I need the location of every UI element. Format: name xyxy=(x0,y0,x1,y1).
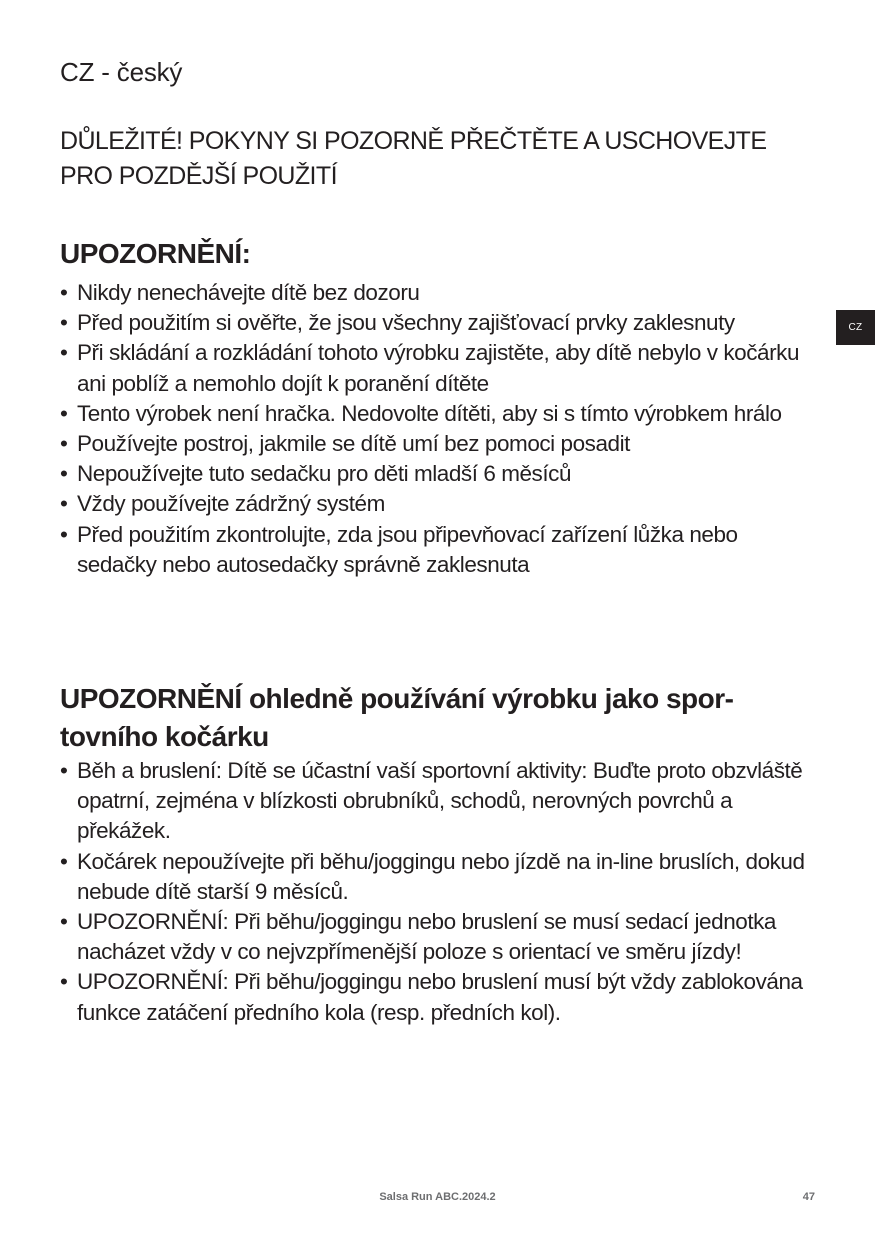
sport-warning-item: • UPOZORNĚNÍ: Při běhu/joggingu nebo bruslení se musí sedací jednotka nacházet vždy v co nejvzpřímenější poloze s orientací ve směru jízdy! xyxy=(60,907,822,967)
warning-item: • Tento výrobek není hračka. Nedovolte dítěti, aby si s tímto výrobkem hrálo xyxy=(60,399,822,429)
warning-item: • Používejte postroj, jakmile se dítě umí bez pomoci posadit xyxy=(60,429,822,459)
footer-document-id: Salsa Run ABC.2024.2 xyxy=(379,1191,496,1203)
sport-warning-item: • UPOZORNĚNÍ: Při běhu/joggingu nebo bruslení musí být vždy zablokována funkce zatáčení předního kola (resp. předních kol). xyxy=(60,967,822,1027)
sport-warnings-section xyxy=(60,680,822,1028)
sport-warning-item: • Běh a bruslení: Dítě se účastní vaší sportovní aktivity: Buďte proto obzvláště opatrní, zejména v blízkosti obrubníků, schodů, nerovných povrchů a překážek. xyxy=(60,756,822,847)
footer-page-number: 47 xyxy=(802,1191,815,1203)
sport-warnings-list xyxy=(60,756,822,1028)
warning-item: • Vždy používejte zádržný systém xyxy=(60,489,822,519)
warning-item: • Před použitím zkontrolujte, zda jsou připevňovací zařízení lůžka nebo sedačky nebo autosedačky správně zaklesnuta xyxy=(60,520,822,580)
warning-item: • Při skládání a rozkládání tohoto výrobku zajistěte, aby dítě nebylo v kočárku ani poblíž a nemohlo dojít k poranění dítěte xyxy=(60,338,822,398)
sport-warnings-title: UPOZORNĚNÍ ohledně používání výrobku jako sportovního kočárku xyxy=(60,683,734,752)
warning-item: • Před použitím si ověřte, že jsou všechny zajišťovací prvky zaklesnuty xyxy=(60,308,822,338)
warnings-section xyxy=(60,236,822,580)
sport-warning-item: • Kočárek nepoužívejte při běhu/joggingu nebo jízdě na in-line bruslích, dokud nebude dítě starší 9 měsíců. xyxy=(60,847,822,907)
warning-item: • Nikdy nenechávejte dítě bez dozoru xyxy=(60,278,822,308)
warnings-title: UPOZORNĚNÍ: xyxy=(60,238,251,269)
language-side-tab: CZ xyxy=(836,310,875,345)
warnings-list xyxy=(60,278,822,580)
language-heading: CZ - český xyxy=(60,57,183,87)
warning-item: • Nepoužívejte tuto sedačku pro děti mladší 6 měsíců xyxy=(60,459,822,489)
important-notice: DŮLEŽITÉ! POKYNY SI POZORNĚ PŘEČTĚTE A USCHOVEJTE PRO POZDĚJŠÍ POUŽITÍ xyxy=(60,127,767,190)
